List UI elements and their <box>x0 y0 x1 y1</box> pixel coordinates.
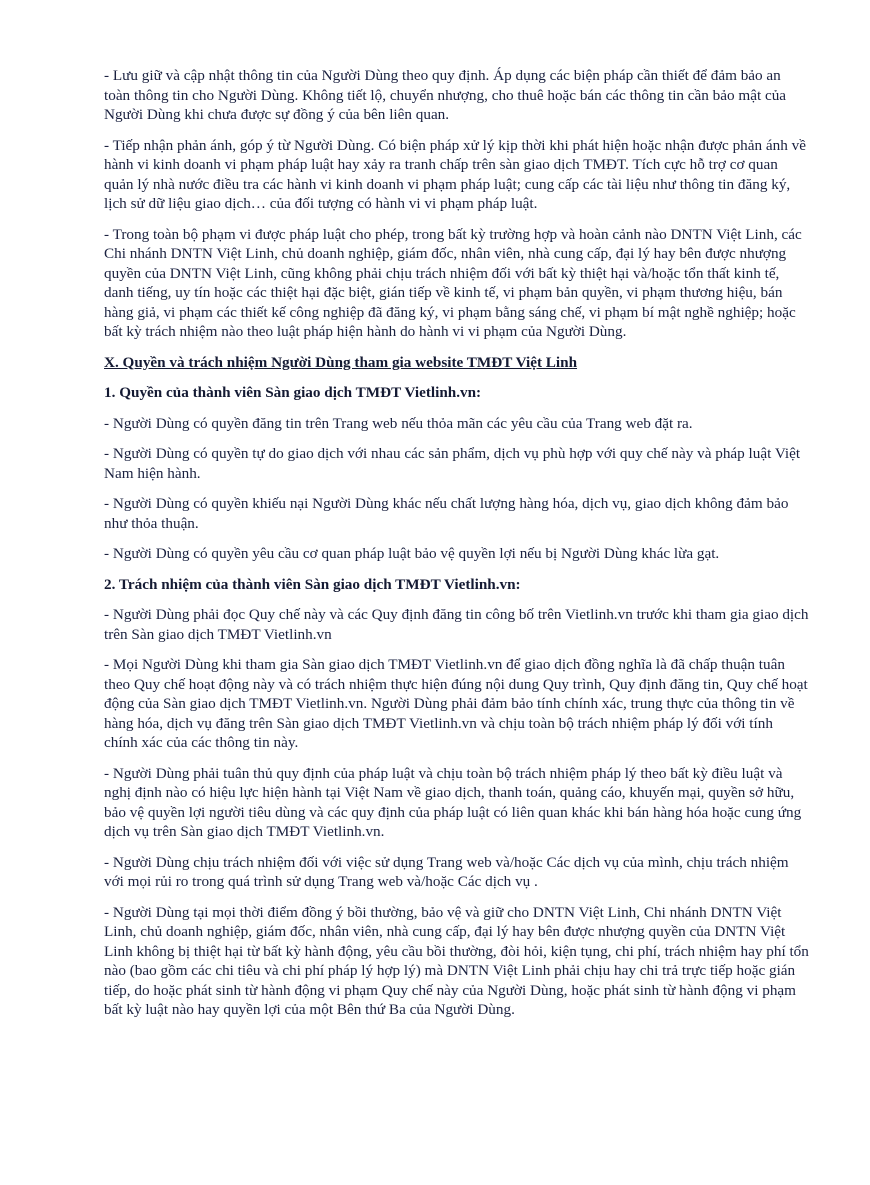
paragraph: - Người Dùng có quyền tự do giao dịch với nhau các sản phẩm, dịch vụ phù hợp với quy chế này và pháp luật Việt Nam hiện hành. <box>104 445 801 482</box>
paragraph: - Người Dùng có quyền đăng tin trên Trang web nếu thỏa mãn các yêu cầu của Trang web đặt ra. <box>104 414 693 432</box>
paragraph: - Người Dùng có quyền yêu cầu cơ quan pháp luật bảo vệ quyền lợi nếu bị Người Dùng khác lừa gạt. <box>104 545 720 562</box>
paragraph: - Mọi Người Dùng khi tham gia Sàn giao dịch TMĐT Vietlinh.vn để giao dịch đồng nghĩa là đã chấp thuận tuân theo Quy chế hoạt động này và có trách nhiệm thực hiện đúng nội dung Quy trình, Quy định đăng tin, Quy chế hoạt động của Sàn giao dịch TMĐT Vietlinh.vn. Người Dùng phải đảm bảo tính chính xác, trung thực của thông tin về hàng hóa, dịch vụ đăng trên Sàn giao dịch TMĐT Vietlinh.vn và chịu toàn bộ trách nhiệm pháp lý đối với tính chính xác của các thông tin này. <box>104 656 808 751</box>
section-heading: X. Quyền và trách nhiệm Người Dùng tham gia website TMĐT Việt Linh <box>104 353 578 371</box>
subsection-heading-responsibilities: 2. Trách nhiệm của thành viên Sàn giao dịch TMĐT Vietlinh.vn: <box>104 575 521 593</box>
paragraph: - Lưu giữ và cập nhật thông tin của Người Dùng theo quy định. Áp dụng các biện pháp cần thiết để đảm bảo an toàn thông tin cho Người Dùng. Không tiết lộ, chuyển nhượng, cho thuê hoặc bán các thông tin cần bảo mật của Người Dùng khi chưa được sự đồng ý của bên liên quan. <box>104 67 787 123</box>
document-page <box>104 66 810 1031</box>
paragraph: - Tiếp nhận phản ánh, góp ý từ Người Dùng. Có biện pháp xử lý kịp thời khi phát hiện hoặc nhận được phản ánh về hành vi kinh doanh vi phạm pháp luật hay xảy ra tranh chấp trên sàn giao dịch TMĐT. Tích cực hỗ trợ cơ quan quản lý nhà nước điều tra các hành vi kinh doanh vi phạm pháp luật; cung cấp các tài liệu như thông tin đăng ký, lịch sử dữ liệu giao dịch… của đối tượng có hành vi vi phạm pháp luật. <box>104 136 806 212</box>
paragraph: - Người Dùng tại mọi thời điểm đồng ý bồi thường, bảo vệ và giữ cho DNTN Việt Linh, Chi nhánh DNTN Việt Linh, chủ doanh nghiệp, giám đốc, nhân viên, nhà cung cấp, đại lý hay bên được nhượng quyền của DNTN Việt Linh không bị thiệt hại từ bất kỳ hành động, yêu cầu bồi thường, đòi hỏi, kiện tụng, chi phí, trách nhiệm hay phí tổn nào (bao gồm các chi tiêu và chi phí pháp lý hợp lý) mà DNTN Việt Linh phải chịu hay chi trả trực tiếp hoặc gián tiếp, do hoặc phát sinh từ hành động vi phạm Quy chế này của Người Dùng, hoặc phát sinh từ hành động vi phạm bất kỳ luật nào hay quyền lợi của một Bên thứ Ba của Người Dùng. <box>104 903 809 1018</box>
paragraph: - Người Dùng chịu trách nhiệm đối với việc sử dụng Trang web và/hoặc Các dịch vụ của mình, chịu trách nhiệm với mọi rủi ro trong quá trình sử dụng Trang web và/hoặc Các dịch vụ . <box>104 853 789 890</box>
paragraph: - Người Dùng phải tuân thủ quy định của pháp luật và chịu toàn bộ trách nhiệm pháp lý theo bất kỳ điều luật và nghị định nào có hiệu lực hiện hành tại Việt Nam về giao dịch, thanh toán, quảng cáo, khuyến mại, quyền sở hữu, bảo vệ quyền lợi người tiêu dùng và các quy định của pháp luật có liên quan khác khi bán hàng hóa hoặc cung ứng dịch vụ trên Sàn giao dịch TMĐT Vietlinh.vn. <box>104 764 802 840</box>
paragraph: - Trong toàn bộ phạm vi được pháp luật cho phép, trong bất kỳ trường hợp và hoàn cảnh nào DNTN Việt Linh, các Chi nhánh DNTN Việt Linh, chủ doanh nghiệp, giám đốc, nhân viên, nhà cung cấp, đại lý hay bên được nhượng quyền của DNTN Việt Linh, cũng không phải chịu trách nhiệm đối với bất kỳ thiệt hại và/hoặc tổn thất kinh tế, danh tiếng, uy tín hoặc các thiệt hại đặc biệt, gián tiếp về kinh tế, vi phạm bản quyền, vi phạm thương hiệu, bán hàng giả, vi phạm các thiết kế công nghiệp đã đăng ký, vi phạm bằng sáng chế, vi phạm bí mật nghề nghiệp; hoặc bất kỳ trách nhiệm nào theo luật pháp hiện hành do hành vi vi phạm của Người Dùng. <box>104 225 802 340</box>
paragraph: - Người Dùng có quyền khiếu nại Người Dùng khác nếu chất lượng hàng hóa, dịch vụ, giao dịch không đảm bảo như thỏa thuận. <box>104 495 789 532</box>
subsection-heading-rights: 1. Quyền của thành viên Sàn giao dịch TMĐT Vietlinh.vn: <box>104 384 482 401</box>
paragraph: - Người Dùng phải đọc Quy chế này và các Quy định đăng tin công bố trên Vietlinh.vn trước khi tham gia giao dịch trên Sàn giao dịch TMĐT Vietlinh.vn <box>104 606 809 643</box>
